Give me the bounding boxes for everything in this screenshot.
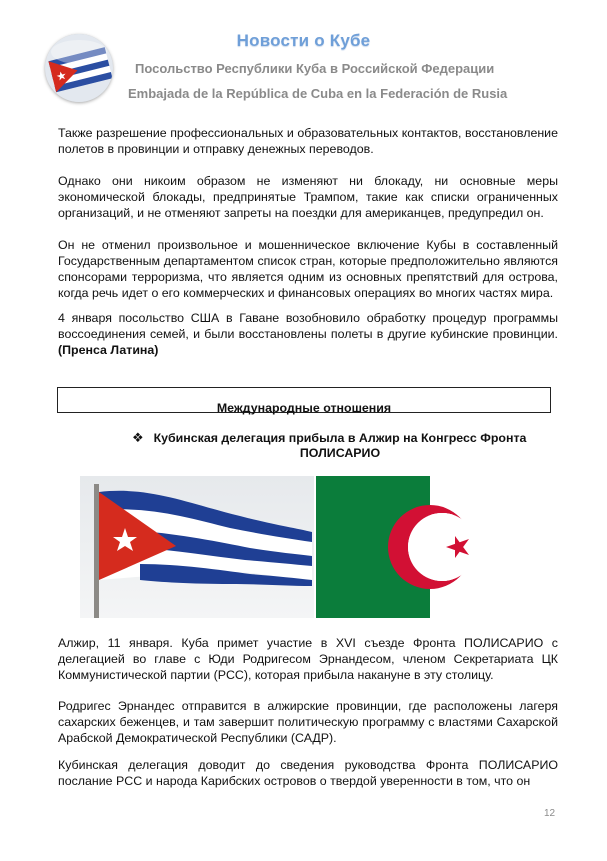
article-paragraph-1: Алжир, 11 января. Куба примет участие в XVI съезде Фронта ПОЛИСАРИО с делегацией во главе с Юди Родригесом Эрнандесом, членом Секретариата ЦК Коммунистической партии (PCC), которая прибыла накануне в эту столицу. — [58, 636, 558, 682]
paragraph-4-text: 4 января посольство США в Гаване возобновило обработку процедур программы воссоединения семей, и были восстановлены полеты в другие кубинские провинции. — [58, 311, 558, 341]
flags-image — [80, 476, 544, 618]
paragraph-4 — [58, 310, 558, 358]
header-embassy-es: Embajada de la República de Cuba en la Federación de Rusia — [128, 86, 508, 101]
page-header — [0, 0, 607, 115]
header-title: Новости о Кубе — [236, 31, 371, 50]
article-title: Кубинская делегация прибыла в Алжир на Конгресс Фронта ПОЛИСАРИО — [153, 431, 527, 460]
paragraph-3: Он не отменил произвольное и мошенническое включение Кубы в составленный Государственным департаментом список стран, которые предположительно являются спонсорами терроризма, что является одним из основных препятствий для острова, когда речь идет о его коммерческих и финансовых операциях во многих частях мира. — [58, 238, 558, 300]
article-paragraph-2: Родригес Эрнандес отправится в алжирские провинции, где расположены лагеря сахарских беженцев, и там завершит политическую программу с властями Сахарской Арабской Демократической Республики (САДР). — [58, 699, 558, 745]
section-title: Международные отношения — [216, 401, 392, 415]
section-header-box — [57, 387, 551, 413]
bullet-icon: ❖ — [132, 430, 144, 445]
page-number: 12 — [544, 808, 556, 819]
source-credit: (Пренса Латина) — [58, 343, 159, 357]
paragraph-2: Однако они никоим образом не изменяют ни блокаду, ни основные меры экономической блокады, предпринятые Трампом, такие как списки ограниченных организаций, и не отменяют запреты на поездки для американцев, предупредил он. — [58, 174, 558, 220]
algerian-flag-icon — [316, 476, 544, 618]
paragraph-1: Также разрешение профессиональных и образовательных контактов, восстановление полетов в провинции и отправку денежных переводов. — [58, 126, 558, 156]
header-embassy-ru: Посольство Республики Куба в Российской Федерации — [135, 61, 495, 76]
article-paragraph-3: Кубинская делегация доводит до сведения руководства Фронта ПОЛИСАРИО послание PCC и народа Карибских островов о твердой уверенности в том, что он — [58, 758, 558, 788]
cuban-flag-icon — [80, 476, 314, 618]
